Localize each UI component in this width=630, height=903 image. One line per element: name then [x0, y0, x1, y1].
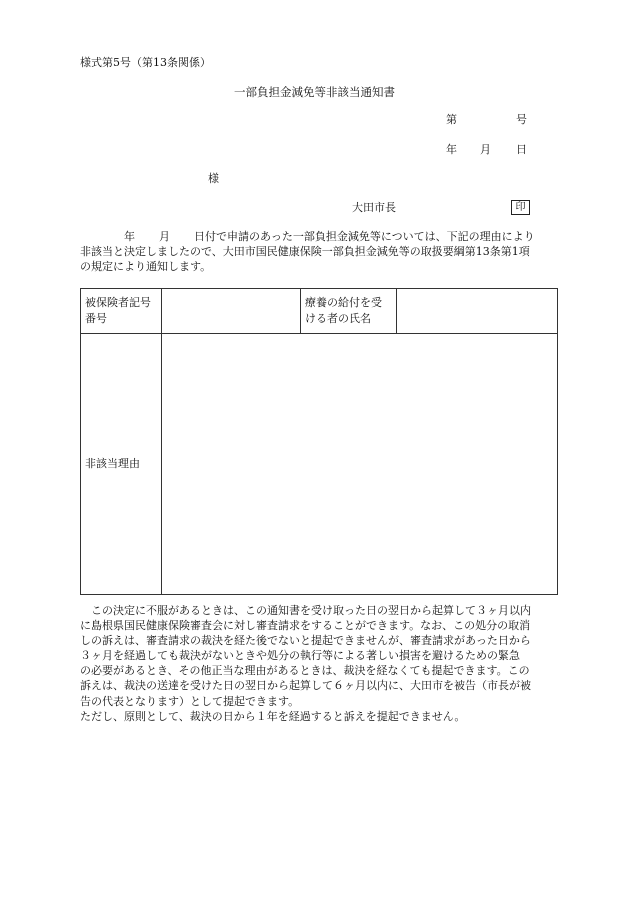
date-month-label: 月	[480, 143, 491, 156]
appeal-notice	[80, 603, 560, 724]
info-table	[80, 288, 558, 595]
document-number-suffix: 号	[516, 113, 527, 126]
recipient-name-label: 療養の給付を受 ける者の氏名	[301, 289, 397, 334]
body-line-1	[80, 229, 558, 244]
document-number-prefix: 第	[446, 113, 457, 126]
notice-line: ただし、原則として、裁決の日から１年を経過すると訴えを提起できません。	[80, 709, 466, 723]
notice-line: の必要があるとき、その他正当な理由があるときは、裁決を経なくても提起できます。この	[80, 664, 530, 678]
reason-label: 非該当理由	[81, 334, 162, 595]
notice-line: に島根県国民健康保険審査会に対し審査請求をすることができます。なお、この処分の取消	[80, 619, 531, 633]
reason-value	[162, 334, 558, 595]
recipient-name-value	[397, 289, 558, 334]
body-line-3: の規定により通知します。	[80, 260, 212, 273]
insured-number-value	[162, 289, 301, 334]
body-year-label: 年	[124, 230, 135, 243]
notice-line: 訴えは、裁決の送達を受けた日の翌日から起算して６ヶ月以内に、大田市を被告（市長が被	[80, 679, 531, 693]
table-row-reason	[81, 334, 558, 595]
body-line-2: 非該当と決定しましたので、大田市国民健康保険一部負担金減免等の取扱要綱第13条第1項	[80, 245, 530, 258]
notice-line: この決定に不服があるときは、この通知書を受け取った日の翌日から起算して３ヶ月以内	[80, 604, 531, 617]
date-day-label: 日	[516, 143, 527, 156]
document-title: 一部負担金減免等非該当通知書	[234, 85, 395, 99]
body-paragraph	[80, 229, 558, 274]
notice-line: ３ヶ月を経過しても裁決がないときや処分の執行等による著しい損害を避けるための緊急	[80, 649, 520, 663]
date-year-label: 年	[446, 143, 457, 156]
insured-number-label: 被保険者記号 番号	[81, 289, 162, 334]
table-row-header	[81, 289, 558, 334]
body-line-1-text: 日付で申請のあった一部負担金減免等については、下記の理由により	[194, 230, 535, 243]
notice-line: 告の代表となります）として提起できます。	[80, 694, 300, 708]
issuer-name: 大田市長	[352, 201, 396, 214]
addressee-honorific: 様	[208, 172, 219, 185]
form-number: 様式第5号（第13条関係）	[80, 56, 211, 69]
body-month-label: 月	[159, 230, 170, 243]
seal-box: 印	[511, 200, 530, 215]
notice-line: しの訴えは、審査請求の裁決を経た後でないと提起できませんが、審査請求があった日から	[80, 634, 531, 648]
